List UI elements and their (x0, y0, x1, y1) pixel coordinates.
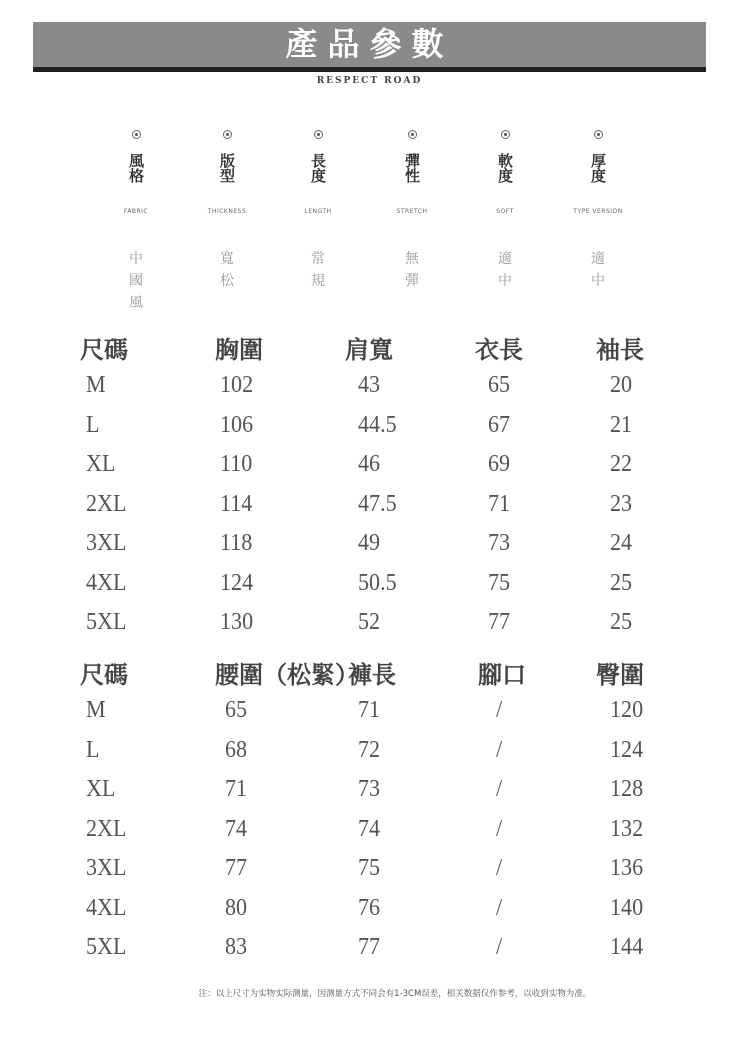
table-cell: 20 (610, 372, 633, 398)
table-row (0, 895, 750, 935)
table-cell: L (86, 736, 100, 763)
table-cell: 118 (220, 530, 253, 556)
table-cell: 67 (488, 411, 511, 438)
table-cell: 65 (225, 697, 248, 723)
target-dot-icon (223, 130, 232, 139)
table-cell: 71 (225, 776, 248, 802)
table-cell: 128 (610, 776, 644, 802)
attribute-2 (283, 130, 353, 289)
attribute-english: LENGTH (304, 208, 332, 215)
attribute-3 (377, 130, 447, 289)
table-cell: / (496, 934, 503, 960)
page-title: 產品參數 (285, 25, 454, 63)
table-row (0, 934, 750, 974)
header-underline (33, 67, 706, 72)
column-header: 臀圍 (596, 660, 644, 689)
attribute-value (101, 248, 171, 314)
attribute-value-char: 中 (129, 251, 143, 267)
column-header: 腰圍（松緊） (215, 660, 359, 689)
table-cell: 2XL (86, 490, 127, 517)
table-cell: 136 (610, 855, 644, 881)
column-header: 袖長 (596, 335, 644, 364)
attribute-value-char: 無 (405, 251, 419, 267)
table-cell: / (496, 736, 503, 763)
table-cell: / (496, 776, 503, 802)
attribute-value-char: 寬 (220, 251, 234, 267)
table-cell: 24 (610, 530, 633, 556)
table-cell: 132 (610, 815, 644, 842)
table-row (0, 737, 750, 777)
table-cell: 3XL (86, 530, 127, 556)
attribute-name: 風格 (127, 153, 145, 183)
column-header: 衣長 (475, 335, 523, 364)
table-cell: 77 (488, 609, 511, 635)
table-cell: 140 (610, 894, 644, 921)
target-dot-icon (132, 130, 141, 139)
table-cell: 25 (610, 569, 633, 596)
table-cell: 50.5 (358, 569, 397, 596)
attribute-value (377, 248, 447, 292)
table-row (0, 530, 750, 570)
target-dot-icon (408, 130, 417, 139)
table-cell: 49 (358, 530, 381, 556)
attribute-english: STRETCH (396, 208, 428, 215)
table-cell: 23 (610, 490, 633, 517)
table-cell: 77 (358, 934, 381, 960)
attribute-value-char: 彈 (405, 273, 419, 289)
table-cell: 110 (220, 451, 253, 477)
table-cell: 71 (358, 697, 381, 723)
table-cell: 21 (610, 411, 633, 438)
table-cell: XL (86, 451, 116, 477)
column-header: 腳口 (478, 660, 526, 689)
table-cell: 68 (225, 736, 248, 763)
attribute-name: 長度 (309, 153, 327, 183)
table-cell: M (86, 697, 106, 723)
table-cell: 5XL (86, 609, 127, 635)
attribute-value (563, 248, 633, 292)
table-cell: 3XL (86, 855, 127, 881)
table-cell: 76 (358, 894, 381, 921)
table-cell: 106 (220, 411, 254, 438)
table-cell: 74 (225, 815, 248, 842)
table-cell: 124 (220, 569, 254, 596)
table-cell: 25 (610, 609, 633, 635)
table-cell: XL (86, 776, 116, 802)
table-cell: 46 (358, 451, 381, 477)
table-row (0, 776, 750, 816)
target-dot-icon (501, 130, 510, 139)
footer-note: 注：以上尺寸为实物实际测量，因测量方式不同会有1-3CM误差，相关数据仅作参考，以收到实物为准。 (198, 989, 592, 999)
table-cell: 83 (225, 934, 248, 960)
attribute-4 (470, 130, 540, 289)
attribute-1 (192, 130, 262, 289)
attribute-english: FABRIC (123, 208, 149, 215)
table-cell: 75 (358, 855, 381, 881)
table-row (0, 855, 750, 895)
table-cell: L (86, 411, 100, 438)
table-cell: M (86, 372, 106, 398)
column-header: 尺碼 (80, 335, 128, 364)
attribute-value (192, 248, 262, 292)
table-cell: 43 (358, 372, 381, 398)
table-cell: 114 (220, 490, 253, 517)
table-cell: / (496, 894, 503, 921)
table-cell: 102 (220, 372, 254, 398)
table-cell: / (496, 855, 503, 881)
attribute-0 (101, 130, 171, 311)
attribute-name: 彈性 (403, 153, 421, 183)
attribute-value-char: 規 (311, 273, 325, 289)
table-cell: 144 (610, 934, 644, 960)
attribute-value-char: 適 (498, 251, 512, 267)
table-row (0, 372, 750, 412)
table-row (0, 491, 750, 531)
table-cell: 44.5 (358, 411, 397, 438)
page-subtitle: RESPECT ROAD (316, 76, 423, 86)
attribute-value-char: 適 (591, 251, 605, 267)
attribute-english: TYPE VERSION (573, 208, 623, 215)
table-row (0, 412, 750, 452)
table-cell: / (496, 815, 503, 842)
table-cell: 73 (358, 776, 381, 802)
table-cell: 120 (610, 697, 644, 723)
column-header: 尺碼 (80, 660, 128, 689)
column-header: 胸圍 (215, 335, 263, 364)
column-header: 褲長 (348, 660, 396, 689)
table-cell: 80 (225, 894, 248, 921)
table-row (0, 816, 750, 856)
attribute-english: THICKNESS (207, 208, 247, 215)
table-cell: 2XL (86, 815, 127, 842)
attribute-value (470, 248, 540, 292)
attribute-value-char: 國 (129, 273, 143, 289)
table-cell: 71 (488, 490, 511, 517)
column-header: 肩寬 (345, 335, 393, 364)
table-cell: 22 (610, 451, 633, 477)
table-cell: 73 (488, 530, 511, 556)
table-cell: 75 (488, 569, 511, 596)
attribute-value-char: 常 (311, 251, 325, 267)
attribute-name: 軟度 (496, 153, 514, 183)
table-cell: 124 (610, 736, 644, 763)
attribute-name: 厚度 (589, 153, 607, 183)
attribute-value (283, 248, 353, 292)
table-cell: 72 (358, 736, 381, 763)
table-cell: 4XL (86, 569, 127, 596)
table-cell: 4XL (86, 894, 127, 921)
table-cell: / (496, 697, 503, 723)
table-row (0, 570, 750, 610)
table-cell: 65 (488, 372, 511, 398)
table-cell: 47.5 (358, 490, 397, 517)
attribute-value-char: 中 (498, 273, 512, 289)
attribute-5 (563, 130, 633, 289)
attribute-english: SOFT (496, 208, 514, 215)
table-cell: 5XL (86, 934, 127, 960)
table-cell: 69 (488, 451, 511, 477)
target-dot-icon (594, 130, 603, 139)
table-cell: 130 (220, 609, 254, 635)
attribute-value-char: 風 (129, 295, 143, 311)
target-dot-icon (314, 130, 323, 139)
table-row (0, 451, 750, 491)
attribute-name: 版型 (218, 153, 236, 183)
attribute-value-char: 中 (591, 273, 605, 289)
table-cell: 52 (358, 609, 381, 635)
table-cell: 74 (358, 815, 381, 842)
table-row (0, 697, 750, 737)
table-cell: 77 (225, 855, 248, 881)
table-row (0, 609, 750, 649)
attribute-value-char: 松 (220, 273, 234, 289)
